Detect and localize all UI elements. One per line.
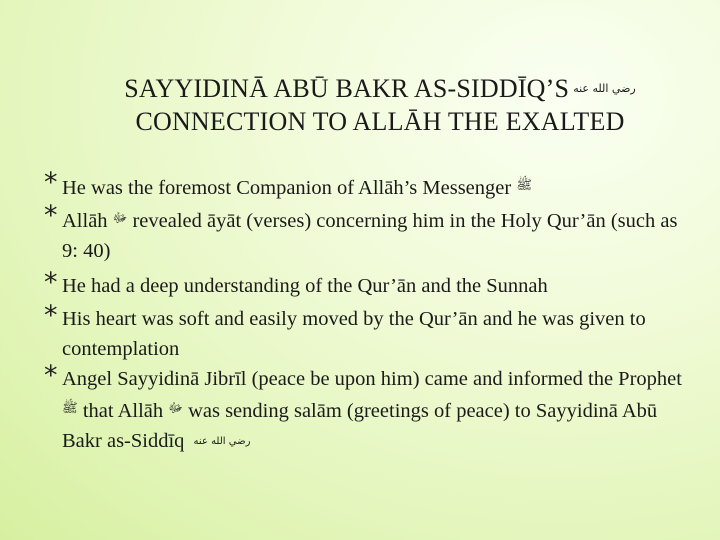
bullet-item-1 <box>44 167 694 203</box>
bullet-item-3 <box>44 267 694 301</box>
title-line-1 <box>60 72 700 105</box>
bullet-list <box>44 167 694 461</box>
bullet-item-4 <box>44 300 694 364</box>
bullet-5-text-b: that Allāh <box>82 400 164 422</box>
salawat-glyph: ﷺ <box>62 401 78 416</box>
title-honorific: رضي الله عنه <box>573 82 636 95</box>
bullet-2-text-b: revealed āyāt (verses) concerning him in the Holy Qur’ān (such as 9: 40) <box>62 210 678 262</box>
bullet-marker: * <box>44 200 58 231</box>
bullet-4-text: His heart was soft and easily moved by the Qur’ān and he was given to contemplation <box>62 308 646 360</box>
bullet-marker: * <box>44 300 58 331</box>
jalla-jalaluhu-glyph: ﷻ <box>112 211 128 226</box>
bullet-5-text-a: Angel Sayyidinā Jibrīl (peace be upon him) came and informed the Prophet <box>62 368 682 390</box>
bullet-marker: * <box>44 267 58 298</box>
title-line-1-text: SAYYIDINĀ ABŪ BAKR AS-SIDDĪQ’S <box>124 74 570 103</box>
bullet-3-text: He had a deep understanding of the Qur’ān and the Sunnah <box>62 275 548 297</box>
bullet-item-5 <box>44 360 694 457</box>
bullet-1-text: He was the foremost Companion of Allāh’s Messenger <box>62 177 512 199</box>
bullet-5-honorific: رضي الله عنه <box>193 436 251 447</box>
bullet-marker: * <box>44 360 58 391</box>
title-line-2: CONNECTION TO ALLĀH THE EXALTED <box>135 107 625 136</box>
salawat-glyph: ﷺ <box>516 178 533 193</box>
slide-title <box>60 72 700 138</box>
bullet-2-text-a: Allāh <box>62 210 108 232</box>
bullet-item-2 <box>44 200 694 266</box>
bullet-marker: * <box>44 167 58 198</box>
bullet-5-text-c: was sending salām (greetings of peace) to Sayyidinā Abū Bakr as-Siddīq <box>62 400 658 452</box>
jalla-jalaluhu-glyph: ﷻ <box>168 401 183 416</box>
